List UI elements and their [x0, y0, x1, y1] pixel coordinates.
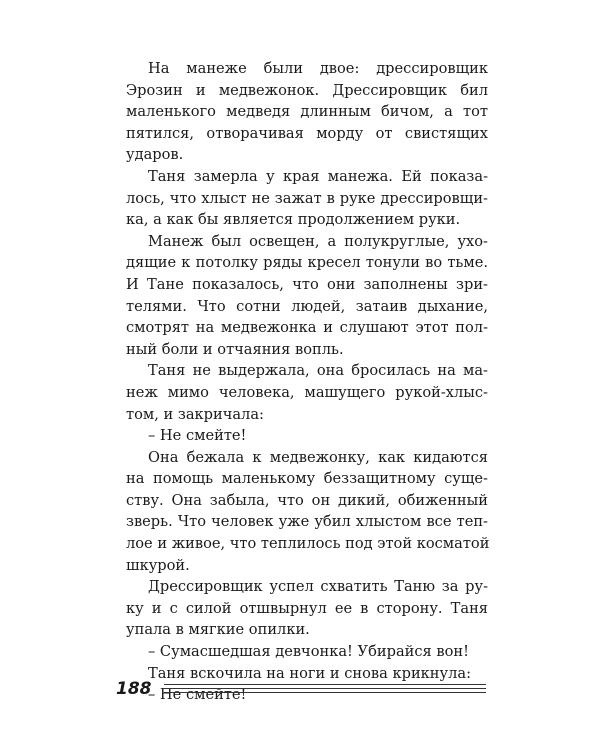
text-line: маленького медведя длинным бичом, а тот — [126, 103, 488, 121]
text-line: – Не смейте! — [148, 427, 247, 445]
footer-rule — [164, 692, 486, 693]
text-line: ка, а как бы является продолжением руки. — [126, 211, 461, 229]
footer-rule — [164, 688, 486, 689]
text-line: телями. Что сотни людей, затаив дыхание, — [126, 297, 488, 315]
text-line: На манеже были двое: дрессировщик — [148, 60, 488, 77]
text-line: Она бежала к медвежонку, как кидаются — [148, 448, 488, 466]
text-line: зверь. Что человек уже убил хлыстом все теп- — [126, 513, 488, 531]
text-line: том, и закричала: — [126, 405, 264, 423]
text-line: ударов. — [126, 146, 184, 164]
text-line: дящие к потолку ряды кресел тонули во тьме. — [126, 254, 488, 272]
text-line: Манеж был освещен, а полукруглые, ухо- — [148, 232, 488, 250]
text-line: пятился, отворачивая морду от свистящих — [126, 124, 488, 142]
text-line: смотрят на медвежонка и слушают этот пол- — [126, 319, 488, 337]
text-line: Таня вскочила на ноги и снова крикнула: — [148, 664, 472, 682]
page-footer — [116, 679, 486, 699]
text-line: на помощь маленькому беззащитному суще- — [126, 470, 488, 488]
text-line: упала в мягкие опилки. — [126, 621, 310, 639]
text-line: ку и с силой отшвырнул ее в сторону. Таня — [126, 599, 488, 617]
text-line: ный боли и отчаяния вопль. — [126, 340, 344, 358]
text-line: И Тане показалось, что они заполнены зри- — [126, 275, 488, 293]
text-line: лось, что хлыст не зажат в руке дрессировщи- — [126, 189, 488, 207]
text-line: Таня не выдержала, она бросилась на ма- — [148, 362, 488, 380]
text-line: неж мимо человека, машущего рукой-хлыс- — [126, 383, 488, 401]
text-line: Дрессировщик успел схватить Таню за ру- — [148, 578, 488, 596]
text-line: шкурой. — [126, 556, 190, 574]
page-number: 188 — [116, 679, 152, 699]
text-line: – Сумасшедшая девчонка! Убирайся вон! — [148, 643, 469, 661]
body-text — [126, 58, 488, 706]
footer-rule — [164, 684, 486, 685]
text-line: лое и живое, что теплилось под этой косматой — [126, 535, 490, 553]
text-line: – Не смейте! — [148, 686, 247, 704]
text-line: Таня замерла у края манежа. Ей показа- — [148, 167, 488, 185]
text-line: ству. Она забыла, что он дикий, обиженный — [126, 491, 488, 509]
text-line: Эрозин и медвежонок. Дрессировщик бил — [126, 81, 488, 99]
